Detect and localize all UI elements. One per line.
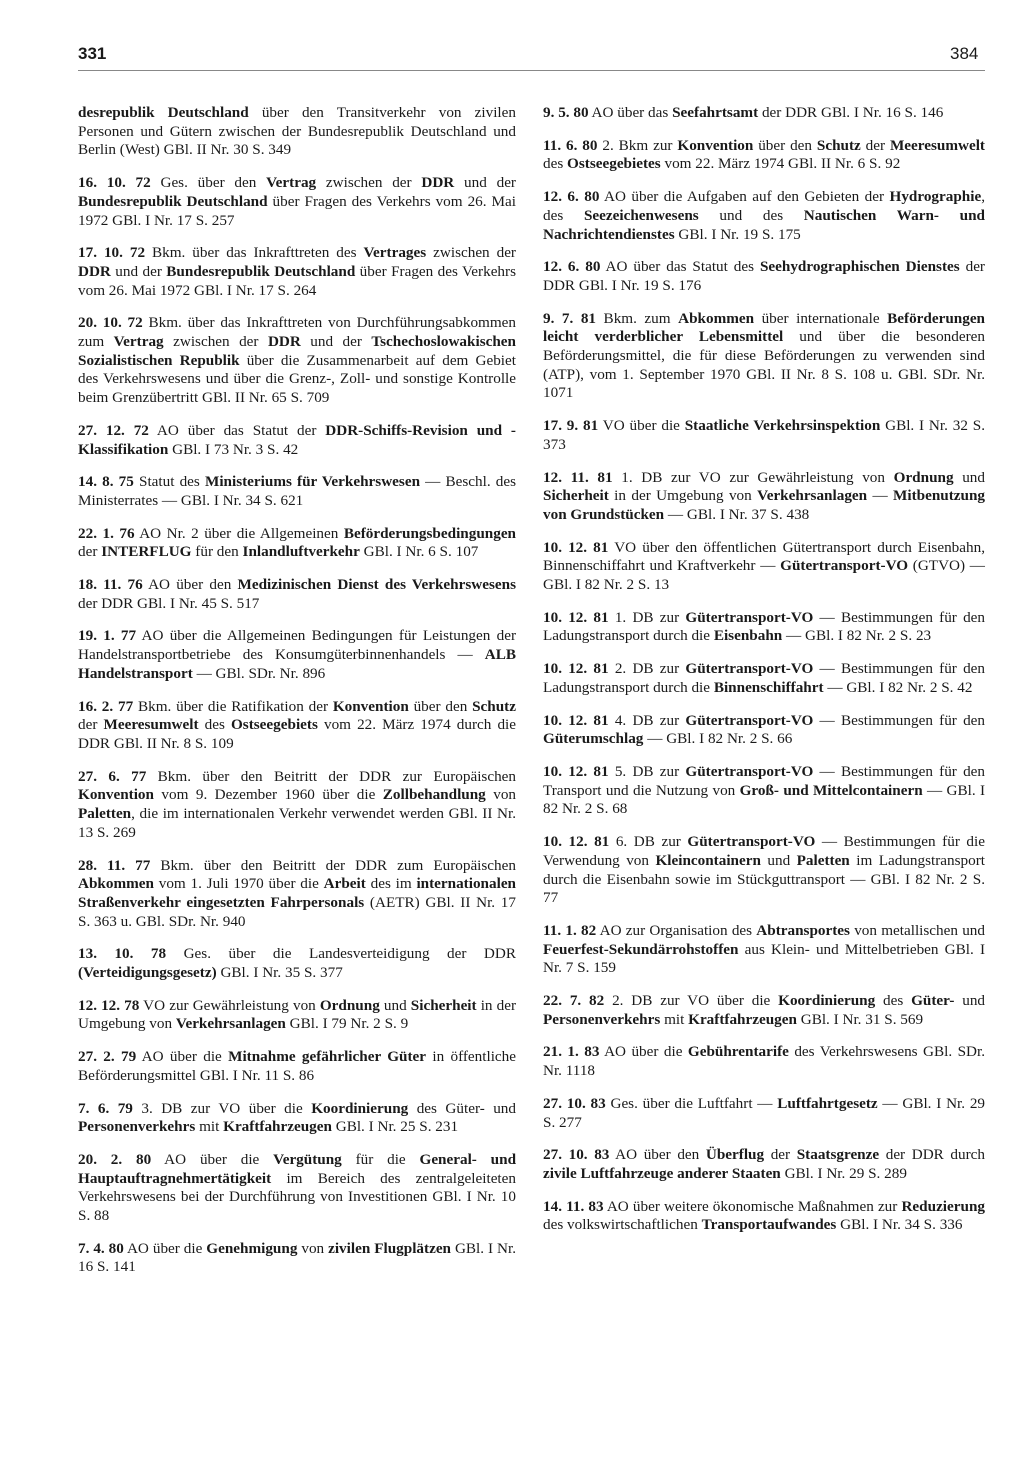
entry-date: 27. 10. 83 [543, 1146, 610, 1164]
entry-text: — GBl. I 82 Nr. 2 S. 66 [643, 730, 793, 748]
entry-date: 20. 2. 80 [78, 1150, 152, 1168]
entry-keyword: Transportaufwandes [701, 1216, 837, 1234]
entry-text: des Verkehrswesens GBl. SDr. Nr. 1118 [543, 1043, 986, 1080]
entry [78, 1151, 516, 1226]
entry [78, 945, 516, 982]
entry-date: 7. 6. 79 [78, 1099, 133, 1117]
entry-keyword: Gütertransport-VO [687, 833, 816, 851]
entry [78, 244, 516, 300]
entry-text: vom 22. März 1974 durch die DDR GBl. II Nr. 8 S. 109 [78, 716, 516, 752]
entry-text: 3. DB zur VO über die [132, 1099, 312, 1117]
entry-text: — [867, 487, 894, 505]
entry-keyword: Kleincontainern [655, 851, 761, 869]
entry-text: — Bestimmungen für den Ladungstransport durch die [543, 660, 985, 696]
entry-text: Bkm. über das Inkrafttreten des [145, 244, 364, 262]
entry-text: des [198, 716, 231, 734]
entry-keyword: Bundesrepublik Deutschland [78, 192, 268, 210]
entry [78, 857, 516, 932]
entry-text: AO Nr. 2 über die Allgemeinen [134, 524, 344, 542]
entry [543, 310, 985, 404]
page-number-left: 331 [78, 44, 107, 63]
entry-text: — GBl. I 82 Nr. 2 S. 23 [782, 627, 932, 645]
entry [543, 660, 985, 697]
entry-text: 1. DB zur VO zur Gewährleistung von [612, 468, 894, 486]
entry-keyword: (Verteidigungsgesetz) [78, 964, 217, 982]
entry-keyword: Verkehrsanlagen [175, 1015, 286, 1033]
entry [543, 1146, 985, 1183]
entry-text: über Fragen des Verkehrs vom 26. Mai 1972 GBl. I Nr. 17 S. 264 [78, 262, 516, 299]
entry-keyword: Paletten [796, 851, 850, 869]
entry-text: des volkswirtschaftlichen [543, 1216, 702, 1234]
entry-text: der DDR GBl. I Nr. 45 S. 517 [78, 594, 260, 612]
entry-keyword: DDR [78, 262, 111, 280]
entry-text: 4. DB zur [608, 711, 686, 729]
entry-keyword: Konvention [332, 697, 409, 715]
entry-text: (AETR) GBl. II Nr. 17 S. 363 u. GBl. SDr. Nr. 940 [78, 893, 516, 930]
entry-date: 12. 6. 80 [543, 188, 600, 206]
entry-date: 14. 11. 83 [543, 1197, 604, 1215]
entry-keyword: DDR-Schiffs-Revision und -Klassifikation [78, 421, 516, 458]
entry-date: 27. 2. 79 [78, 1048, 137, 1066]
entry-text: AO über das [588, 104, 673, 121]
entry-keyword: Schutz [472, 697, 516, 715]
entry [543, 1095, 985, 1132]
entry-keyword: DDR [421, 174, 455, 192]
entry-text: Bkm. über die Ratifikation der [133, 697, 333, 715]
entry-text: GBl. I Nr. 29 S. 289 [780, 1164, 907, 1182]
entry-keyword: Ministeriums für Verkehrswesen [204, 473, 421, 491]
entry-date: 12. 6. 80 [543, 258, 601, 276]
entry-keyword: Abtransportes [756, 921, 850, 939]
entry-date: 14. 8. 75 [78, 473, 134, 491]
entry [78, 627, 516, 683]
entry-text: und über die besonderen Beförderungsmittel, die für diese Beförderungen zu verwenden sind (ATP), vom 1. September 1970 GBl. II Nr. 8 S. 108 u. GBl. SDr. Nr. 1071 [543, 328, 985, 402]
entry-text: AO über die Aufgaben auf den Gebieten der [599, 188, 890, 206]
entry-text: mit [195, 1118, 224, 1136]
entry-text: Bkm. über das Inkrafttreten von Durchführungsabkommen zum [78, 314, 517, 351]
entry-keyword: Gütertransport-VO [685, 762, 814, 780]
entry-date: 22. 1. 76 [78, 524, 135, 542]
entry-text: zwischen der [316, 174, 422, 192]
entry-text: von [297, 1239, 329, 1257]
entry-keyword: Vertrag [113, 333, 164, 351]
entry-keyword: Konvention [78, 786, 154, 804]
entry-text: AO über den [142, 576, 238, 594]
entry-date: 27. 12. 72 [78, 421, 149, 439]
entry-date: 27. 6. 77 [78, 767, 147, 785]
entry [78, 422, 516, 459]
entry-text: über internationale [754, 309, 888, 327]
entry-text: GBl. I 73 Nr. 3 S. 42 [168, 440, 299, 458]
entry-keyword: Mitbenutzung von Grundstücken [543, 487, 986, 523]
header-rule [78, 70, 985, 71]
entry [543, 609, 985, 646]
entry-text: GBl. I Nr. 34 S. 336 [836, 1216, 963, 1234]
entry-text: von [485, 786, 517, 804]
entry-keyword: Konvention [677, 136, 754, 154]
entry-text: 2. DB zur VO über die [604, 992, 779, 1010]
entry-keyword: Inlandluftverkehr [242, 543, 360, 561]
entry-text: von metallischen und [849, 921, 985, 939]
entry-text: AO über das Statut des [600, 258, 760, 276]
entry-keyword: Kraftfahrzeugen [688, 1010, 797, 1028]
entry-keyword: Sicherheit [410, 996, 477, 1014]
entry-text: und der [110, 262, 167, 280]
entry-text: Bkm. zum [596, 309, 679, 327]
entry-text: der DDR GBl. I Nr. 16 S. 146 [758, 104, 944, 121]
entry-keyword: General- und Hauptauftragnehmertätigkeit [78, 1150, 517, 1187]
entry-date: 27. 10. 83 [543, 1094, 606, 1112]
entry-keyword: zivilen Flugplätzen [328, 1239, 452, 1257]
entry [543, 833, 985, 908]
entry-date: 12. 11. 81 [543, 468, 613, 486]
entry-keyword: desrepublik Deutschland [78, 104, 249, 121]
entry-text: der DDR durch [879, 1146, 985, 1164]
entry-date: 7. 4. 80 [78, 1239, 124, 1257]
right-column [543, 104, 985, 1249]
entry-text: GBl. I Nr. 31 S. 569 [796, 1010, 924, 1028]
entry-text: — GBl. I 82 Nr. 2 S. 68 [543, 781, 986, 818]
entry-text: GBl. I Nr. 32 S. 373 [543, 417, 986, 453]
entry [543, 188, 985, 244]
entry-date: 13. 10. 78 [78, 945, 167, 963]
entry-keyword: Gütertransport-VO [685, 608, 814, 626]
entry-keyword: Abkommen [78, 875, 154, 893]
entry-keyword: Mitnahme gefährlicher Güter [228, 1048, 427, 1066]
entry-keyword: ALB Handelstransport [78, 646, 516, 682]
entry-keyword: zivile Luftfahrzeuge anderer Staaten [543, 1164, 781, 1182]
entry-keyword: Medizinischen Dienst des Verkehrswesens [237, 576, 516, 594]
entry-keyword: Kraftfahrzeugen [223, 1118, 332, 1136]
entry [543, 258, 985, 295]
entry-date: 19. 1. 77 [78, 627, 137, 645]
entry-keyword: Schutz [816, 136, 861, 154]
entry-text: AO über die [123, 1239, 207, 1257]
entry-text: für die [341, 1150, 420, 1168]
entry-text: — Bestimmungen für den Ladungstransport durch die [543, 608, 985, 645]
entry-keyword: Personenverkehrs [78, 1118, 196, 1136]
entry [78, 576, 516, 613]
entry-text: Ges. über den [150, 174, 267, 192]
entry-keyword: Gütertransport-VO [685, 660, 814, 678]
entry-keyword: Seezeichenwesens [583, 206, 699, 224]
entry-text: GBl. I Nr. 16 S. 141 [78, 1239, 517, 1276]
entry-date: 12. 12. 78 [78, 996, 140, 1014]
entry-text: über den Transitverkehr von zivilen Personen und Gütern zwischen der Bundesrepublik Deutschland und Berlin (West) GBl. II Nr. 30 S. 349 [78, 104, 516, 159]
entry-keyword: Eisenbahn [713, 627, 783, 645]
entry-text: in der Umgebung von [78, 996, 516, 1033]
entry-text: des [543, 155, 568, 173]
entry-keyword: Luftfahrtgesetz [777, 1094, 878, 1112]
entry-keyword: Beförderungsbedingungen [343, 524, 517, 542]
entry [78, 768, 516, 843]
entry-date: 16. 10. 72 [78, 174, 151, 192]
entry-text: GBl. I Nr. 25 S. 231 [331, 1118, 459, 1136]
entry [78, 104, 516, 160]
entry-text: — Bestimmungen für den Transport und die Nutzung von [543, 762, 985, 799]
entry-date: 11. 6. 80 [543, 136, 598, 154]
entry-text: , die im internationalen Verkehr verwendet werden GBl. II Nr. 13 S. 269 [78, 805, 516, 841]
entry-text: AO über die Allgemeinen Bedingungen für Leistungen der Handelstransportbetriebe des Konsumgüterbinnenhandels — [78, 627, 516, 664]
entry [543, 712, 985, 749]
entry-keyword: Staatliche Verkehrsinspektion [684, 417, 881, 435]
entry-text: der DDR GBl. I Nr. 19 S. 176 [543, 258, 985, 294]
entry-date: 10. 12. 81 [543, 538, 609, 556]
entry-keyword: Nautischen Warn- und Nachrichtendienstes [543, 206, 986, 243]
entry-text: GBl. I 79 Nr. 2 S. 9 [285, 1015, 409, 1033]
entry [543, 104, 985, 123]
entry-text: GBl. I Nr. 6 S. 107 [359, 543, 479, 561]
entry [78, 473, 516, 510]
entry-date: 9. 5. 80 [543, 104, 589, 121]
entry [543, 763, 985, 819]
entry [543, 417, 985, 454]
entry-text: aus Klein- und Mittelbetrieben GBl. I Nr. 7 S. 159 [543, 940, 985, 977]
entry-keyword: Ordnung [319, 996, 380, 1014]
entry-text: vom 22. März 1974 GBl. II Nr. 6 S. 92 [660, 155, 901, 173]
entry-text: — Bestimmungen für die Verwendung von [543, 833, 985, 869]
entry-text: — Bestimmungen für den [813, 711, 985, 729]
entry-text: — GBl. I Nr. 29 S. 277 [543, 1094, 986, 1131]
entry-keyword: Hydrographie [889, 188, 982, 206]
entry-text: im Bereich des zentralgeleiteten Verkehrswesens bei der Durchführung von Investitionen GBl. I Nr. 10 S. 88 [78, 1169, 516, 1225]
entry [78, 174, 516, 230]
entry-text: AO über die [151, 1150, 274, 1168]
entry-keyword: Arbeit [323, 875, 366, 893]
entry-text: der [78, 543, 102, 561]
entry-keyword: Güterumschlag [543, 730, 644, 748]
entry-text: GBl. I Nr. 35 S. 377 [216, 964, 343, 982]
entry-keyword: Gütertransport-VO [780, 557, 909, 575]
entry-text: AO zur Organisation des [596, 921, 757, 939]
entry-keyword: Abkommen [678, 309, 755, 327]
entry-keyword: Meeresumwelt [889, 136, 985, 154]
entry-text: 5. DB zur [608, 762, 686, 780]
entry-text: über Fragen des Verkehrs vom 26. Mai 1972 GBl. I Nr. 17 S. 257 [78, 192, 516, 229]
entry-keyword: Vertrag [266, 174, 317, 192]
entry-text: und der [454, 174, 516, 192]
entry-keyword: Gebührentarife [687, 1043, 789, 1061]
entry-text: Statut des [133, 473, 205, 491]
entry-text: Bkm. über den Beitritt der DDR zur Europäischen [146, 767, 517, 785]
entry [543, 1043, 985, 1080]
entry-date: 20. 10. 72 [78, 314, 143, 332]
entry-text: GBl. I Nr. 19 S. 175 [674, 225, 801, 243]
entry-text: 2. DB zur [608, 660, 686, 678]
entry [543, 992, 985, 1029]
entry-keyword: Gütertransport-VO [685, 711, 814, 729]
entry-date: 17. 9. 81 [543, 417, 599, 435]
entry-text: mit [660, 1010, 689, 1028]
entry-text: in öffentliche Beförderungsmittel GBl. I Nr. 11 S. 86 [78, 1048, 516, 1084]
entry-keyword: Güter- [911, 992, 955, 1010]
entry-date: 17. 10. 72 [78, 244, 146, 262]
entry-text: der [764, 1146, 797, 1164]
entry-text: 2. Bkm zur [597, 136, 678, 154]
entry-text: Bkm. über den Beitritt der DDR zum Europäischen [150, 856, 516, 874]
entry-keyword: Bundesrepublik Deutschland [166, 262, 356, 280]
entry-date: 10. 12. 81 [543, 608, 609, 626]
entry-text: über den [408, 697, 473, 715]
entry-date: 16. 2. 77 [78, 697, 134, 715]
entry-text: der [78, 716, 104, 734]
entry-keyword: Sicherheit [543, 487, 609, 505]
entry-text: AO über weitere ökonomische Maßnahmen zur [603, 1197, 902, 1215]
entry-date: 10. 12. 81 [543, 833, 610, 851]
entry-text: und der [300, 333, 372, 351]
entry-text: — GBl. SDr. Nr. 896 [192, 664, 326, 682]
entry-text: AO über die [599, 1043, 688, 1061]
entry-text: in der Umgebung von [608, 487, 758, 505]
entry-keyword: Tschechoslowakischen Sozialistischen Republik [78, 333, 516, 369]
entry-keyword: Reduzierung [901, 1197, 985, 1215]
entry-text: über den [753, 136, 817, 154]
entry [78, 997, 516, 1034]
entry-text: und [379, 996, 411, 1014]
entry-text: (GTVO) — GBl. I 82 Nr. 2 S. 13 [543, 557, 985, 594]
entry [543, 539, 985, 595]
entry-keyword: Binnenschiffahrt [713, 678, 824, 696]
entry-date: 18. 11. 76 [78, 576, 143, 594]
entry-keyword: Paletten [78, 805, 132, 823]
entry-text: , des [543, 188, 985, 224]
entry-text: der [860, 136, 890, 154]
entry-date: 10. 12. 81 [543, 660, 609, 678]
entry-keyword: Staatsgrenze [796, 1146, 880, 1164]
entry [543, 922, 985, 978]
entry-date: 11. 1. 82 [543, 921, 597, 939]
entry-keyword: Seehydrographischen Dienstes [759, 258, 960, 276]
entry-text: Ges. über die Landesverteidigung der DDR [166, 945, 516, 963]
entry-text: und des [698, 206, 804, 224]
entry-text: VO zur Gewährleistung von [139, 996, 320, 1014]
entry-keyword: Koordinierung [778, 992, 876, 1010]
entry-date: 10. 12. 81 [543, 762, 609, 780]
entry-keyword: Ostseegebiets [230, 716, 318, 734]
entry-keyword: Vergütung [273, 1150, 342, 1168]
entry-text: — GBl. I Nr. 37 S. 438 [664, 505, 810, 523]
entry-keyword: Koordinierung [311, 1099, 409, 1117]
entry [543, 469, 985, 525]
entry-text: über die Zusammenarbeit auf dem Gebiet des Verkehrswesens und über die Grenz-, Zoll- und sonstige Kontrolle beim Grenzübertritt GBl. II Nr. 65 S. 709 [78, 351, 516, 407]
entry-keyword: Ordnung [893, 468, 954, 486]
entry-text: 6. DB zur [609, 833, 688, 851]
entry-keyword: Meeresumwelt [103, 716, 199, 734]
page-number-right: 384 [950, 44, 979, 63]
entry-date: 9. 7. 81 [543, 309, 597, 327]
entry-text: des im [365, 875, 417, 893]
entry-text: Ges. über die Luftfahrt — [605, 1094, 778, 1112]
entry-text: vom 1. Juli 1970 über die [153, 875, 324, 893]
entry [78, 1048, 516, 1085]
entry [78, 525, 516, 562]
entry-keyword: Ostseegebietes [567, 155, 661, 173]
entry-keyword: Verkehrsanlagen [757, 487, 868, 505]
entry-keyword: INTERFLUG [101, 543, 192, 561]
entry-text: des [875, 992, 912, 1010]
entry-text: — GBl. I 82 Nr. 2 S. 42 [823, 678, 973, 696]
entry-keyword: Überflug [705, 1146, 765, 1164]
entry-keyword: Zollbehandlung [382, 786, 486, 804]
entry-text: vom 9. Dezember 1960 über die [153, 786, 383, 804]
entry-keyword: Personenverkehrs [543, 1010, 661, 1028]
left-column [78, 104, 516, 1291]
entry-keyword: Feuerfest-Sekundärrohstoffen [543, 940, 739, 958]
entry-text: im Ladungstransport durch die Eisenbahn sowie im Stückguttransport — GBl. I 82 Nr. 2 S. 77 [543, 851, 986, 907]
entry-date: 22. 7. 82 [543, 992, 605, 1010]
entry-text: des Güter- und [408, 1099, 516, 1117]
entry [543, 137, 985, 174]
entry-text: zwischen der [426, 244, 516, 262]
entry [78, 698, 516, 754]
entry-keyword: Groß- und Mittelcontainern [739, 781, 923, 799]
entry-text: VO über die [598, 417, 685, 435]
entry-keyword: Beförderungen leicht verderblicher Lebensmittel [543, 309, 986, 346]
entry-text: AO über den [609, 1146, 706, 1164]
entry-keyword: DDR [267, 333, 301, 351]
entry-keyword: internationalen Straßenverkehr eingesetzten Fahrpersonals [78, 875, 517, 911]
entry [78, 314, 516, 408]
entry-text: für den [191, 543, 243, 561]
entry-text: — Beschl. des Ministerrates — GBl. I Nr. 34 S. 621 [78, 473, 517, 509]
entry-text: zwischen der [163, 333, 268, 351]
entry-keyword: Genehmigung [206, 1239, 298, 1257]
entry-text: AO über die [136, 1048, 229, 1066]
entry-date: 10. 12. 81 [543, 711, 609, 729]
entry-keyword: Vertrages [363, 244, 427, 262]
entry [543, 1198, 985, 1235]
entry [78, 1240, 516, 1277]
entry-text: VO über den öffentlichen Gütertransport durch Eisenbahn, Binnenschiffahrt und Kraftverkehr — [543, 538, 985, 575]
entry [78, 1100, 516, 1137]
entry-text: 1. DB zur [608, 608, 686, 626]
entry-keyword: Seefahrtsamt [672, 104, 759, 121]
entry-text: und [954, 992, 986, 1010]
entry-text: und [760, 851, 797, 869]
entry-text: AO über das Statut der [148, 421, 326, 439]
entry-date: 28. 11. 77 [78, 856, 151, 874]
entry-date: 21. 1. 83 [543, 1043, 600, 1061]
entry-text: und [953, 468, 985, 486]
